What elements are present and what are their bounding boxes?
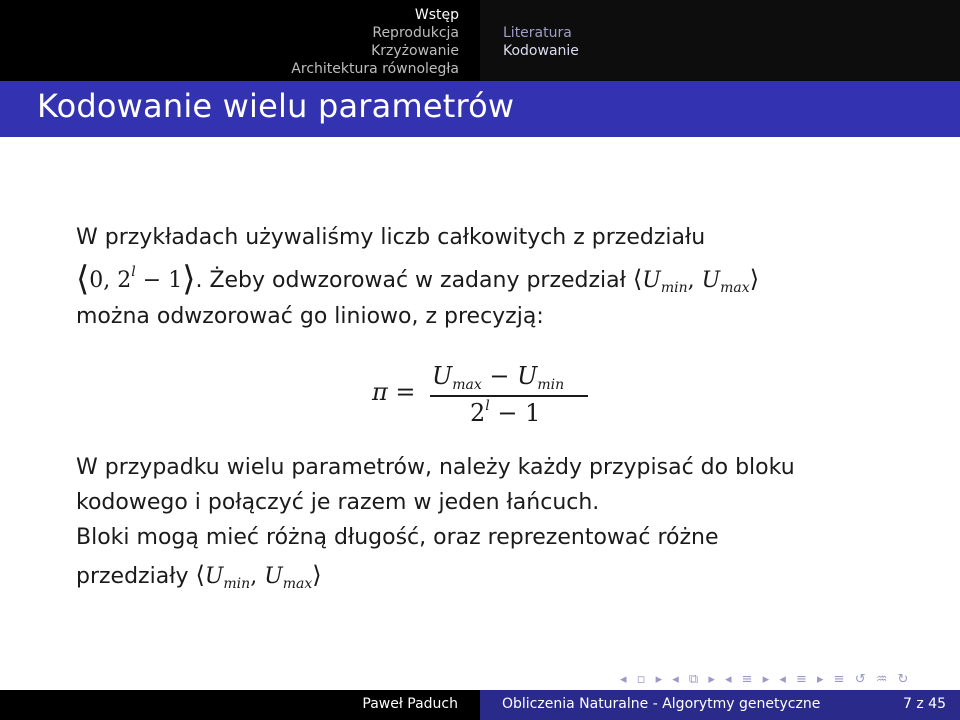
range-u-max: U: [701, 268, 721, 293]
paragraph-1-line-3: można odwzorować go liniowo, z precyzją:: [76, 304, 544, 329]
footer-page-number: 7 z 45: [903, 696, 946, 712]
range-sub-min: min: [660, 280, 688, 296]
formula-num-minus: −: [489, 362, 510, 390]
nav-section-kodowanie[interactable]: Kodowanie: [503, 43, 579, 59]
range2-comma: ,: [250, 564, 258, 589]
precision-formula: [372, 362, 602, 432]
formula-den-exponent: l: [485, 398, 490, 414]
formula-lhs: [372, 378, 416, 406]
range2-u-max: U: [264, 564, 283, 589]
formula-equals: =: [395, 378, 416, 406]
paragraph-2-line-2: kodowego i połączyć je razem w jeden łańcuch.: [76, 490, 600, 515]
range2-u-min: U: [204, 564, 224, 589]
paragraph-2-line-4: [76, 561, 322, 598]
paragraph-2-line-4-text: przedziały: [76, 564, 189, 589]
paragraph-1-line-1: W przykładach używaliśmy liczb całkowitych z przedziału: [76, 225, 706, 250]
range-close-bracket: ⟩: [749, 265, 760, 293]
range-sub-max: max: [720, 280, 750, 296]
formula-sub-max: max: [452, 377, 482, 393]
paragraph-1-line-2: [76, 258, 759, 302]
nav-section-wstep[interactable]: Wstęp: [414, 7, 459, 23]
nav-section-krzyzowanie[interactable]: Krzyżowanie: [371, 43, 459, 59]
footer: [0, 690, 960, 720]
range-comma: ,: [687, 268, 695, 293]
footer-author: Paweł Paduch: [362, 696, 458, 712]
nav-section-reprodukcja[interactable]: Reprodukcja: [372, 25, 459, 41]
formula-pi: π: [372, 378, 388, 406]
footer-title: Obliczenia Naturalne - Algorytmy genetyczne: [502, 696, 821, 712]
nav-section-architektura[interactable]: Architektura równoległa: [291, 61, 459, 77]
navigation-bar: [0, 0, 960, 81]
frame-title: Kodowanie wielu parametrów: [37, 87, 515, 125]
range2-close-bracket: ⟩: [312, 561, 322, 589]
footer-title-box: [480, 690, 960, 720]
formula-den-minus: −: [497, 399, 518, 427]
range-u-min: U: [642, 268, 661, 293]
left-angle-bracket: ⟨: [76, 259, 90, 299]
formula-den-one: 1: [525, 399, 541, 427]
range-open-bracket: ⟨: [632, 265, 643, 293]
formula-u-min: U: [517, 362, 538, 390]
formula-numerator: [432, 362, 564, 393]
interval-one: 1: [168, 268, 183, 293]
footer-author-box: [0, 690, 480, 720]
frame-title-bar: [0, 81, 960, 137]
navigation-symbols-icon[interactable]: ◂ ▫ ▸ ◂ ⧉ ▸ ◂ ≡ ▸ ◂ ≡ ▸ ≡ ↺ ♒ ↻: [620, 672, 912, 687]
interval-two: 2: [117, 268, 132, 293]
formula-den-two: 2: [470, 399, 486, 427]
formula-denominator: [470, 398, 540, 427]
formula-u-max: U: [432, 362, 453, 390]
range2-open-bracket: ⟨: [195, 561, 205, 589]
formula-sub-min: min: [537, 377, 565, 393]
range2-sub-min: min: [223, 576, 251, 592]
paragraph-2-line-3: Bloki mogą mieć różną długość, oraz reprezentować różne: [76, 525, 719, 550]
paragraph-1-line-2-text: . Żeby odwzorować w zadany przedział: [195, 268, 626, 293]
nav-sections-right: [480, 0, 960, 81]
range2-sub-max: max: [282, 576, 313, 592]
nav-sections-left: [0, 0, 480, 81]
interval-minus: −: [142, 268, 162, 293]
interval-zero: 0,: [89, 268, 111, 293]
paragraph-2-line-1: W przypadku wielu parametrów, należy każdy przypisać do bloku: [76, 455, 795, 480]
fraction-bar: [430, 395, 588, 397]
right-angle-bracket: ⟩: [182, 259, 196, 299]
interval-exponent: l: [131, 264, 136, 280]
nav-section-literatura[interactable]: Literatura: [503, 25, 572, 41]
